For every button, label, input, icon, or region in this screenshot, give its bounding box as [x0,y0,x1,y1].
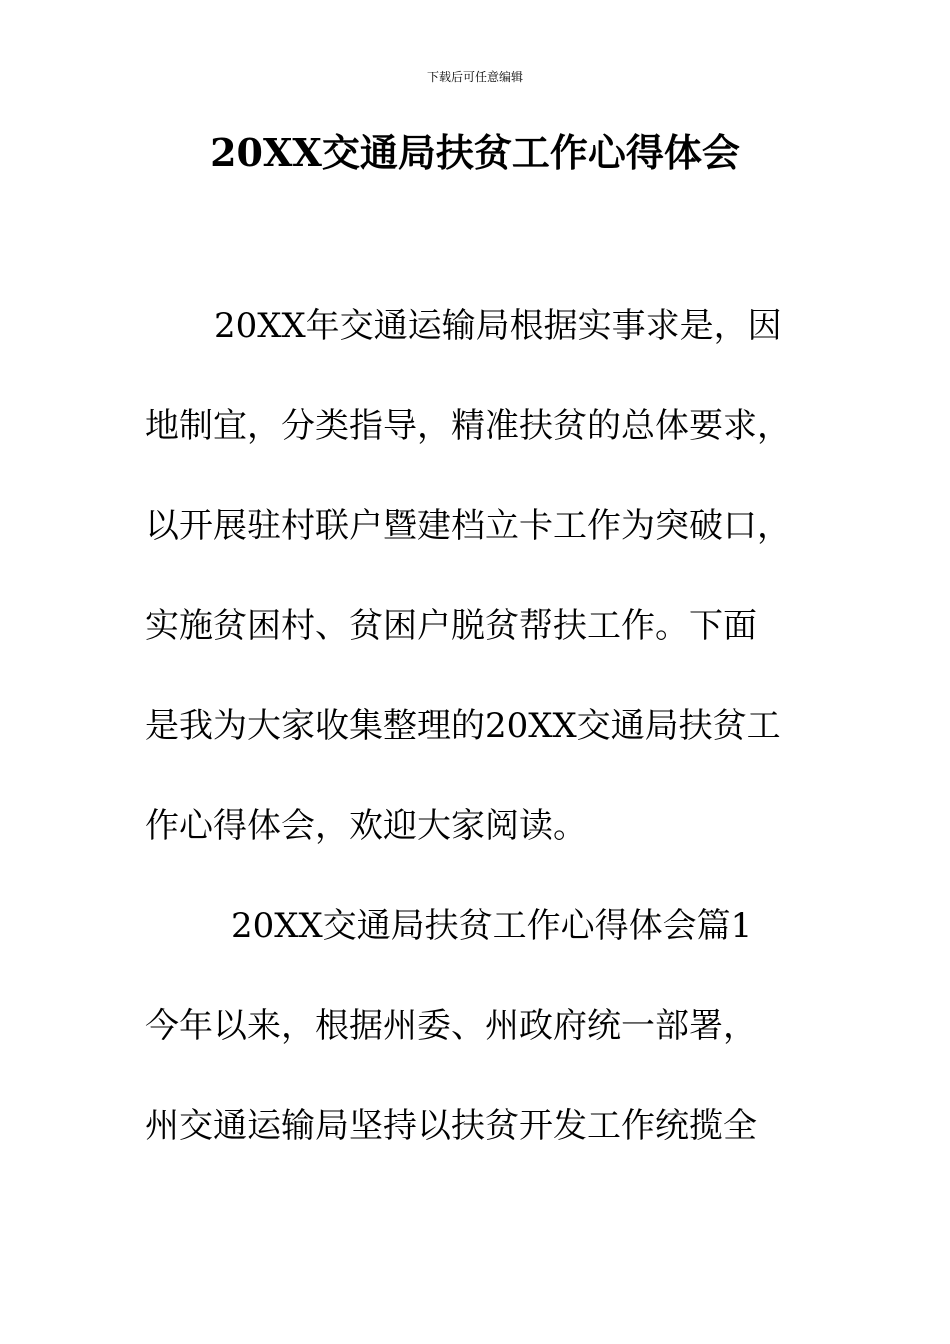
paragraph-line: 以开展驻村联户暨建档立卡工作为突破口， [145,506,791,546]
paragraph-line: 地制宜，分类指导，精准扶贫的总体要求， [145,406,791,446]
paragraph-line: 州交通运输局坚持以扶贫开发工作统揽全 [145,1106,757,1146]
paragraph-line: 是我为大家收集整理的20XX交通局扶贫工 [145,706,781,746]
paragraph-line: 20XX年交通运输局根据实事求是，因 [214,306,782,346]
section-heading: 20XX交通局扶贫工作心得体会篇1 [231,906,753,946]
paragraph-line: 实施贫困村、贫困户脱贫帮扶工作。下面 [145,606,757,646]
paragraph-line: 今年以来，根据州委、州政府统一部署， [145,1006,757,1046]
document-title: 20XX交通局扶贫工作心得体会 [210,130,740,175]
header-note: 下载后可任意编辑 [426,70,523,84]
paragraph-line: 作心得体会，欢迎大家阅读。 [145,806,587,846]
